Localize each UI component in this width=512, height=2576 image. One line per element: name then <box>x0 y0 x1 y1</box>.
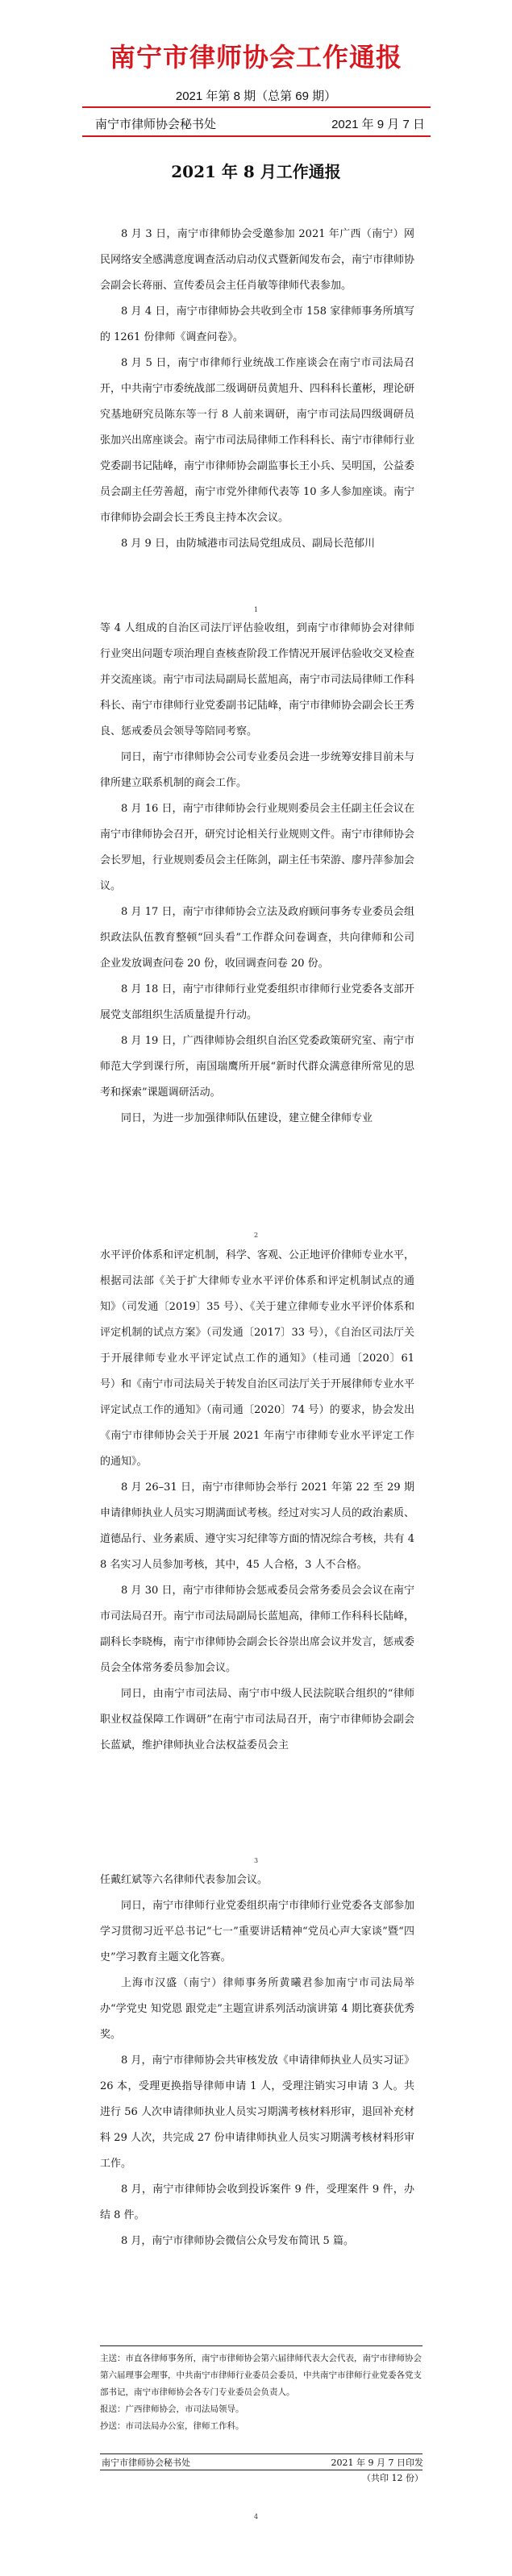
body-section-3 <box>100 1243 414 1759</box>
distribution-notes <box>100 2350 423 2435</box>
copy-text: 市司法局办公室，律师工作科。 <box>125 2421 244 2431</box>
paragraph: 8 月 17 日，南宁市律师协会立法及政府顾问事务专业委员会组织政法队伍教育整顿“回头看”工作群众问卷调查，共向律师和公司企业发放调查问卷 20 份，收回调查问卷 20 份。 <box>100 906 414 970</box>
copies-count: （共印 12 份） <box>362 2473 423 2483</box>
masthead-title: 南宁市律师协会工作通报 <box>109 42 402 73</box>
paragraph: 同日，南宁市律师协会公司专业委员会进一步统筹安排目前未与律所建立联系机制的商会工作。 <box>100 751 415 789</box>
body-section-2 <box>100 616 414 1132</box>
paragraph: 8 月，南宁市律师协会共审核发放《申请律师执业人员实习证》26 本，受理更换指导律师申请 1 人，受理注销实习申请 3 人。共进行 56 人次申请律师执业人员实习期满考核材料形审，退回补充材料 29 人次，共完成 27 份申请律师执业人员实习期满考核材料形审工作。 <box>100 2055 414 2170</box>
paragraph: 8 月 5 日，南宁市律师行业统战工作座谈会在南宁市司法局召开，中共南宁市委统战部二级调研员黄旭升、四科科长董彬，理论研究基地研究员陈东等一行 8 人前来调研，南宁市司法局四级调研员张加兴出席座谈会。南宁市司法局律师工作科科长、南宁市律师行业党委副书记陆峰，南宁市律师协会副监事长王小兵、吴明国，公益委员会副主任劳善超，南宁市党外律师代表等 10 多人参加座谈。南宁市律师协会副会长王秀良主持本次会议。 <box>100 357 415 524</box>
paragraph: 8 月 30 日，南宁市律师协会惩戒委员会常务委员会会议在南宁市司法局召开。南宁市司法局副局长蓝旭高，律师工作科科长陆峰，副科长李晓梅，南宁市律师协会副会长谷崇出席会议并发言，惩戒委员会全体常务委员参加会议。 <box>100 1585 415 1674</box>
header-rule-top <box>82 106 431 108</box>
paragraph: 同日，由南宁市司法局、南宁市中级人民法院联合组织的“律师职业权益保障工作调研”在南宁市司法局召开，南宁市律师协会副会长蓝斌，维护律师执业合法权益委员会主 <box>100 1688 414 1751</box>
paragraph: 8 月 18 日，南宁市律师行业党委组织市律师行业党委各支部开展党支部组织生活质量提升行动。 <box>100 983 414 1021</box>
page-number: 3 <box>253 1857 259 1864</box>
footer-date: 2021 年 9 月 7 日印发 <box>331 2458 423 2468</box>
issuer: 南宁市律师协会秘书处 <box>95 118 217 131</box>
paragraph: 水平评价体系和评定机制，科学、客观、公正地评价律师专业水平，根据司法部《关于扩大律师专业水平评价体系和评定机制试点的通知》（司发通〔2019〕35 号）、《关于建立律师专业水平评价体系和评定机制的试点方案》（司发通〔2017〕33 号），《自治区司法厅关于开展律师专业水平评定试点工作的通知》（桂司通〔2020〕61 号）和《南宁市司法局关于转发自治区司法厅关于开展律师专业水平评定试点工作的通知》（南司通〔2020〕74 号）的要求，协会发出《南宁市律师协会关于开展 2021 年南宁市律师专业水平评定工作的通知》。 <box>100 1249 415 1468</box>
divider <box>100 2345 423 2346</box>
paragraph: 8 月，南宁市律师协会微信公众号发布简讯 5 篇。 <box>121 2235 354 2247</box>
paragraph: 8 月 3 日，南宁市律师协会受邀参加 2021 年广西（南宁）网民网络安全感满意度调查活动启动仪式暨新闻发布会，南宁市律师协会副会长蒋丽、宣传委员会主任肖敏等律师代表参加。 <box>100 228 415 292</box>
send-text: 市直各律师事务所，南宁市律师协会第六届律师代表大会代表，南宁市律师协会第六届理事会理事，中共南宁市律师行业委员会委员，中共南宁市律师行业党委各党支部书记，南宁市律师协会各专门专业委员会负责人。 <box>100 2354 422 2397</box>
paragraph: 8 月 19 日，广西律师协会组织自治区党委政策研究室、南宁市师范大学到课行所，南国瑞鹰所开展“新时代群众满意律所常见的思考和探索”课题调研活动。 <box>100 1035 414 1099</box>
paragraph: 8 月 9 日，由防城港市司法局党组成员、副局长范郁川 <box>121 538 375 550</box>
body-section-4 <box>100 1868 414 2254</box>
page-number: 2 <box>253 1232 259 1239</box>
paragraph: 8 月 4 日，南宁市律师协会共收到全市 158 家律师事务所填写的 1261 份律师《调查问卷》。 <box>100 305 414 343</box>
copy-to <box>100 2418 423 2435</box>
send-label: 主送： <box>100 2354 126 2363</box>
copy-label: 抄送： <box>100 2421 126 2431</box>
divider <box>100 2453 423 2454</box>
paragraph: 同日，南宁市律师行业党委组织南宁市律师行业党委各支部参加学习贯彻习近平总书记“七一”重要讲话精神“党员心声大家谈”暨“四史”学习教育主题文化答赛。 <box>100 1900 415 1963</box>
report-label: 报送： <box>100 2404 126 2414</box>
footer-issuer: 南宁市律师协会秘书处 <box>102 2458 190 2468</box>
page-number: 4 <box>253 2513 259 2520</box>
send-to <box>100 2350 423 2401</box>
header-rule-bottom <box>82 135 431 137</box>
body-section-1 <box>100 222 414 557</box>
paragraph: 8 月 16 日，南宁市律师协会行业规则委员会主任副主任会议在南宁市律师协会召开，研究讨论相关行业规则文件。南宁市律师协会会长罗旭，行业规则委员会主任陈剑，副主任韦荣游、廖丹萍参加会议。 <box>100 803 415 892</box>
issue-date: 2021 年 9 月 7 日 <box>331 118 425 131</box>
paragraph: 上海市汉盛（南宁）律师事务所黄曦君参加南宁市司法局举办“学党史 知党恩 跟党走”主题宣讲系列活动演讲第 4 期比赛获优秀奖。 <box>100 1977 414 2041</box>
paragraph: 等 4 人组成的自治区司法厅评估验收组，到南宁市律师协会对律师行业突出问题专项治理自查核查阶段工作情况开展评估验收交叉检查并交流座谈。南宁市司法局副局长蓝旭高，南宁市司法局律师工作科科长、南宁市律师行业党委副书记陆峰，南宁市律师协会副会长王秀良、惩戒委员会领导等陪同考察。 <box>100 622 415 737</box>
report-to <box>100 2401 423 2418</box>
paragraph: 同日，为进一步加强律师队伍建设，建立健全律师专业 <box>121 1112 373 1124</box>
paragraph: 8 月 26–31 日，南宁市律师协会举行 2021 年第 22 至 29 期申请律师执业人员实习期满面试考核。经过对实习人员的政治素质、道德品行、业务素质、遵守实习纪律等方面的情况综合考核，共有 48 名实习人员参加考核，其中，45 人合格，3 人不合格。 <box>100 1481 415 1571</box>
paragraph: 任戴红斌等六名律师代表参加会议。 <box>100 1874 268 1886</box>
paragraph: 8 月，南宁市律师协会收到投诉案件 9 件，受理案件 9 件，办结 8 件。 <box>100 2183 414 2221</box>
issue-number: 2021 年第 8 期（总第 69 期） <box>175 89 337 103</box>
report-text: 广西律师协会，市司法局领导。 <box>125 2404 244 2414</box>
page-number: 1 <box>253 606 259 613</box>
document-title: 2021 年 8 月工作通报 <box>171 162 341 181</box>
